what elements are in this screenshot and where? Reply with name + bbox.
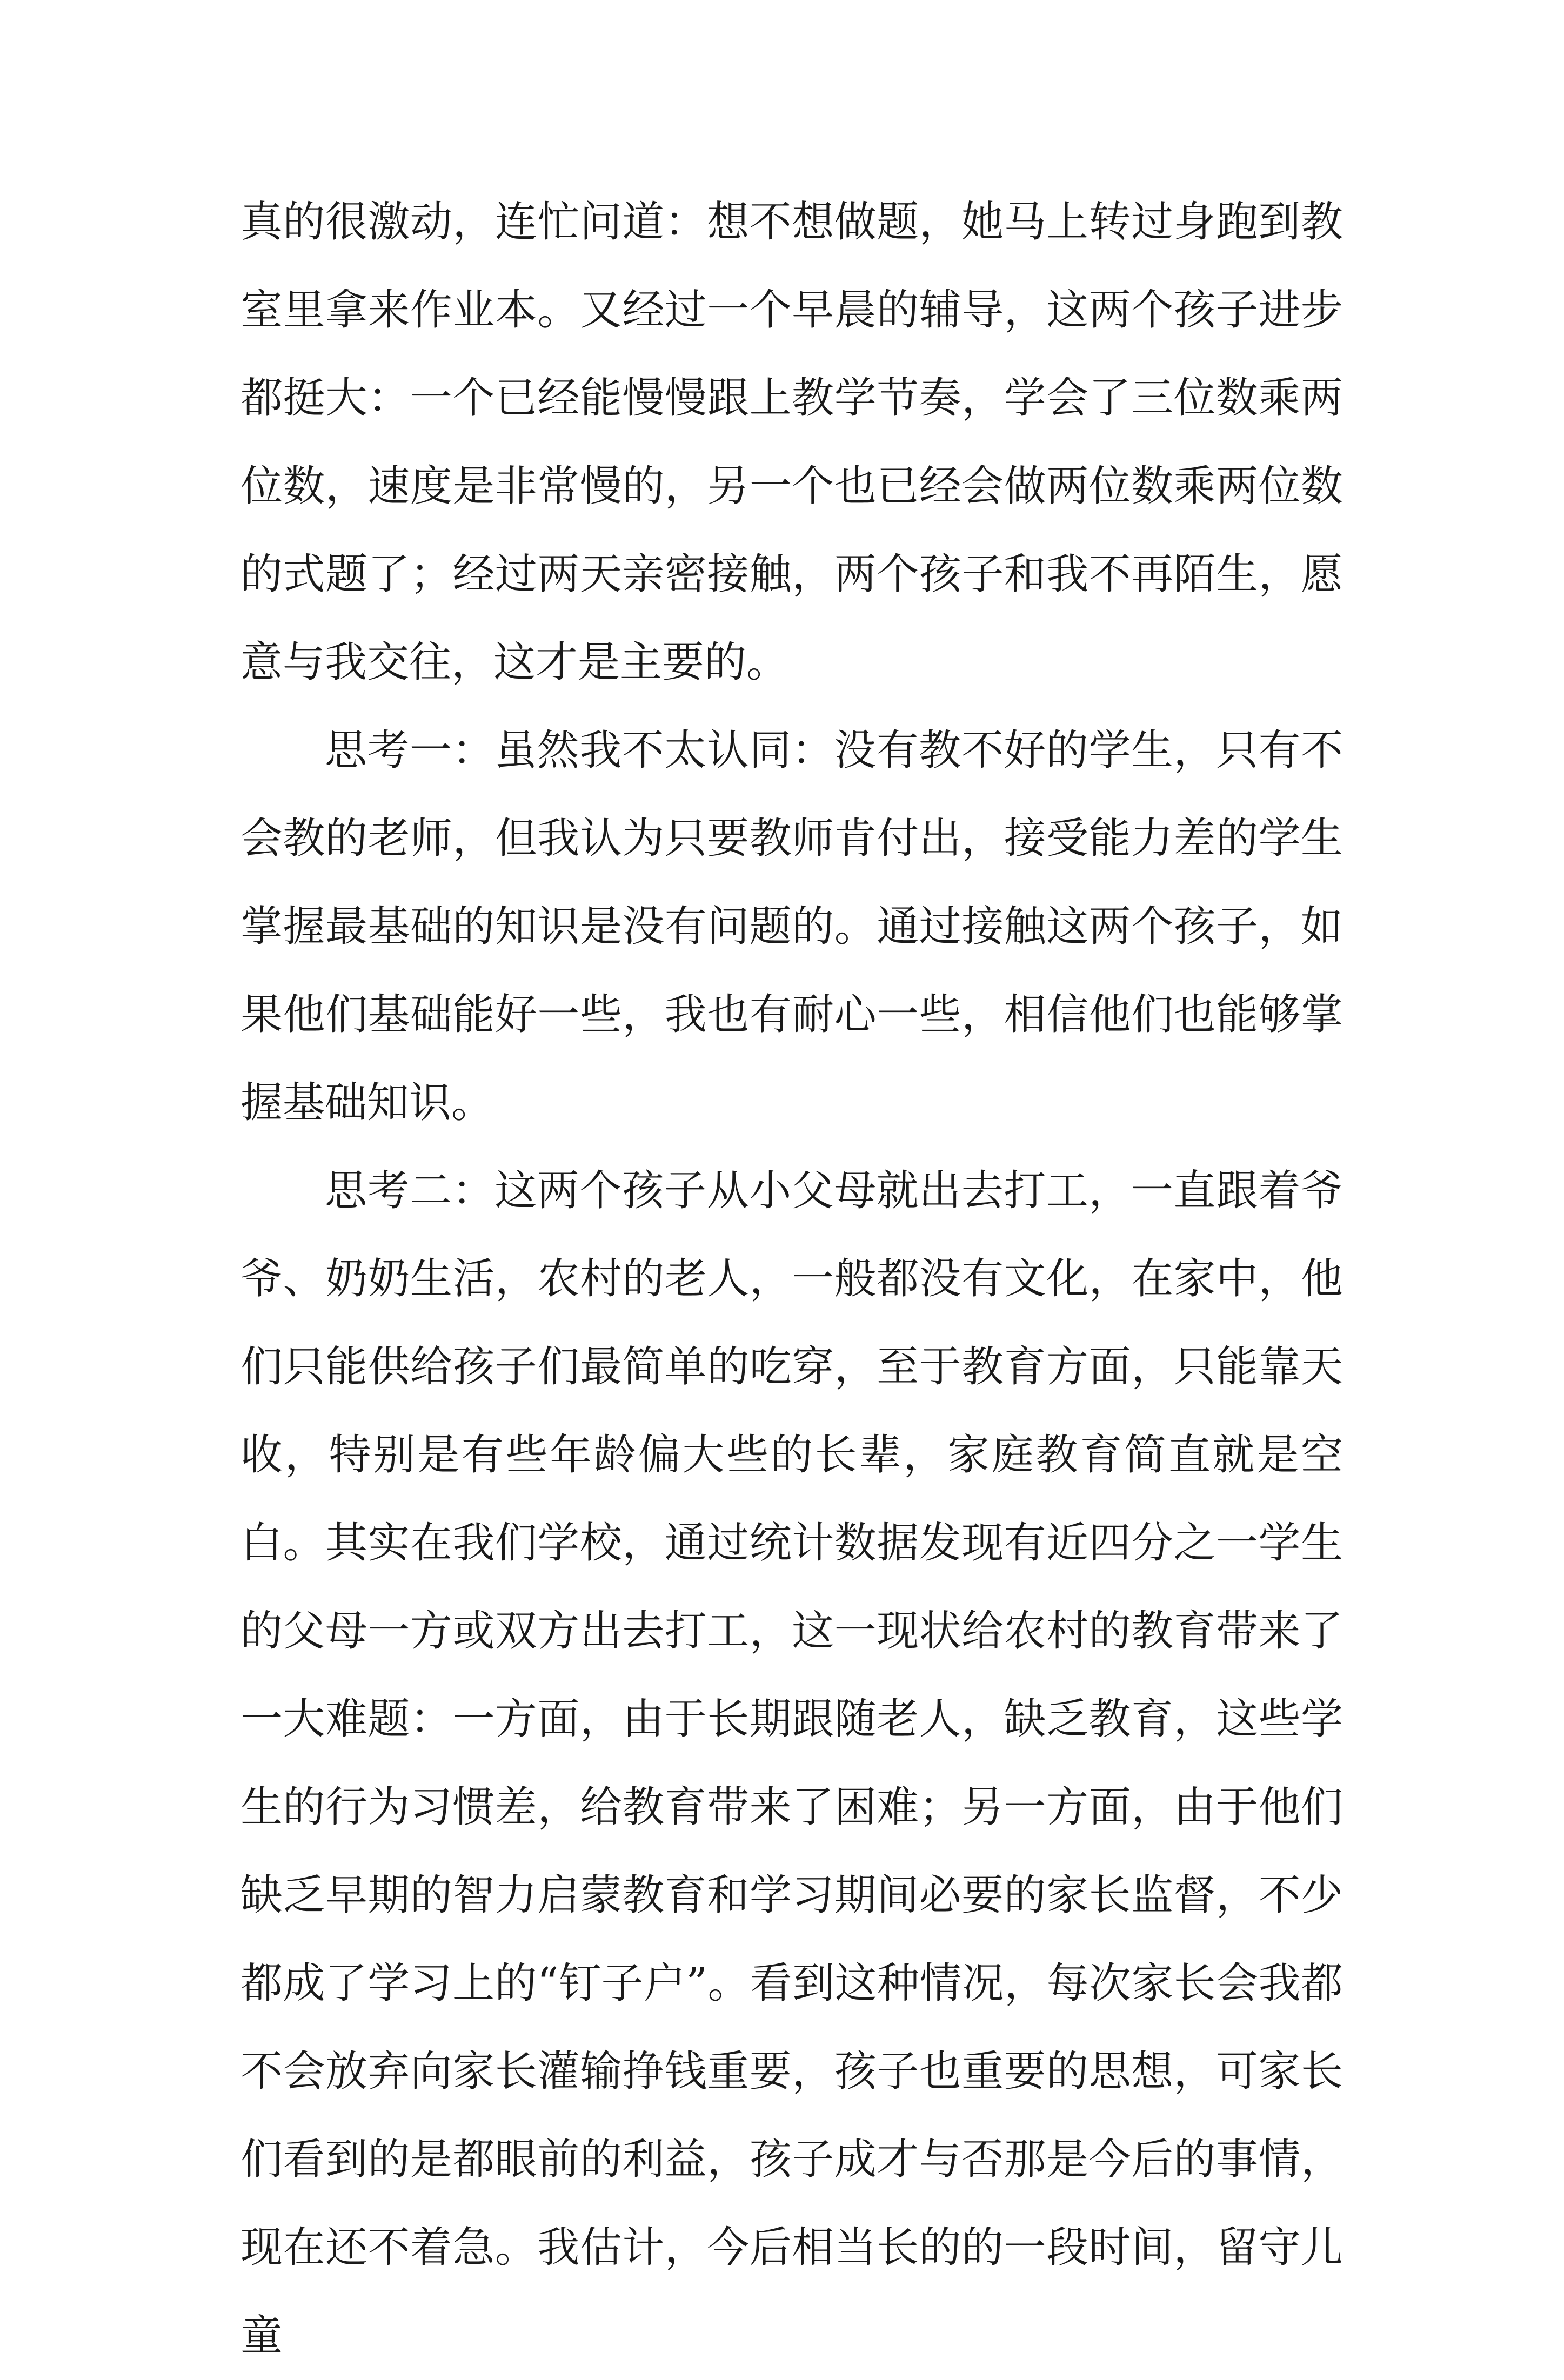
- paragraph-continued: 真的很激动，连忙问道：想不想做题，她马上转过身跑到教室里拿来作业本。又经过一个早晨的辅导，这两个孩子进步都挺大：一个已经能慢慢跟上教学节奏，学会了三位数乘两位数，速度是非常慢的，另一个也已经会做两位数乘两位数的式题了；经过两天亲密接触，两个孩子和我不再陌生，愿意与我交往，这才是主要的。: [240, 198, 1343, 687]
- document-body: [240, 178, 1343, 2380]
- paragraph-reflection-one: 思考一：虽然我不太认同：没有教不好的学生，只有不会教的老师，但我认为只要教师肯付出，接受能力差的学生掌握最基础的知识是没有问题的。通过接触这两个孩子，如果他们基础能好一些，我也有耐心一些，相信他们也能够掌握基础知识。: [240, 726, 1343, 1127]
- paragraph-reflection-two: 思考二：这两个孩子从小父母就出去打工，一直跟着爷爷、奶奶生活，农村的老人，一般都没有文化，在家中，他们只能供给孩子们最简单的吃穿，至于教育方面，只能靠天收，特别是有些年龄偏大些的长辈，家庭教育简直就是空白。其实在我们学校，通过统计数据发现有近四分之一学生的父母一方或双方出去打工，这一现状给农村的教育带来了一大难题：一方面，由于长期跟随老人，缺乏教育，这些学生的行为习惯差，给教育带来了困难；另一方面，由于他们缺乏早期的智力启蒙教育和学习期间必要的家长监督，不少都成了学习上的“钉子户”。看到这种情况，每次家长会我都不会放弃向家长灌输挣钱重要，孩子也重要的思想，可家长们看到的是都眼前的利益，孩子成才与否那是今后的事情，现在还不着急。我估计，今后相当长的的一段时间，留守儿童: [240, 1166, 1343, 2360]
